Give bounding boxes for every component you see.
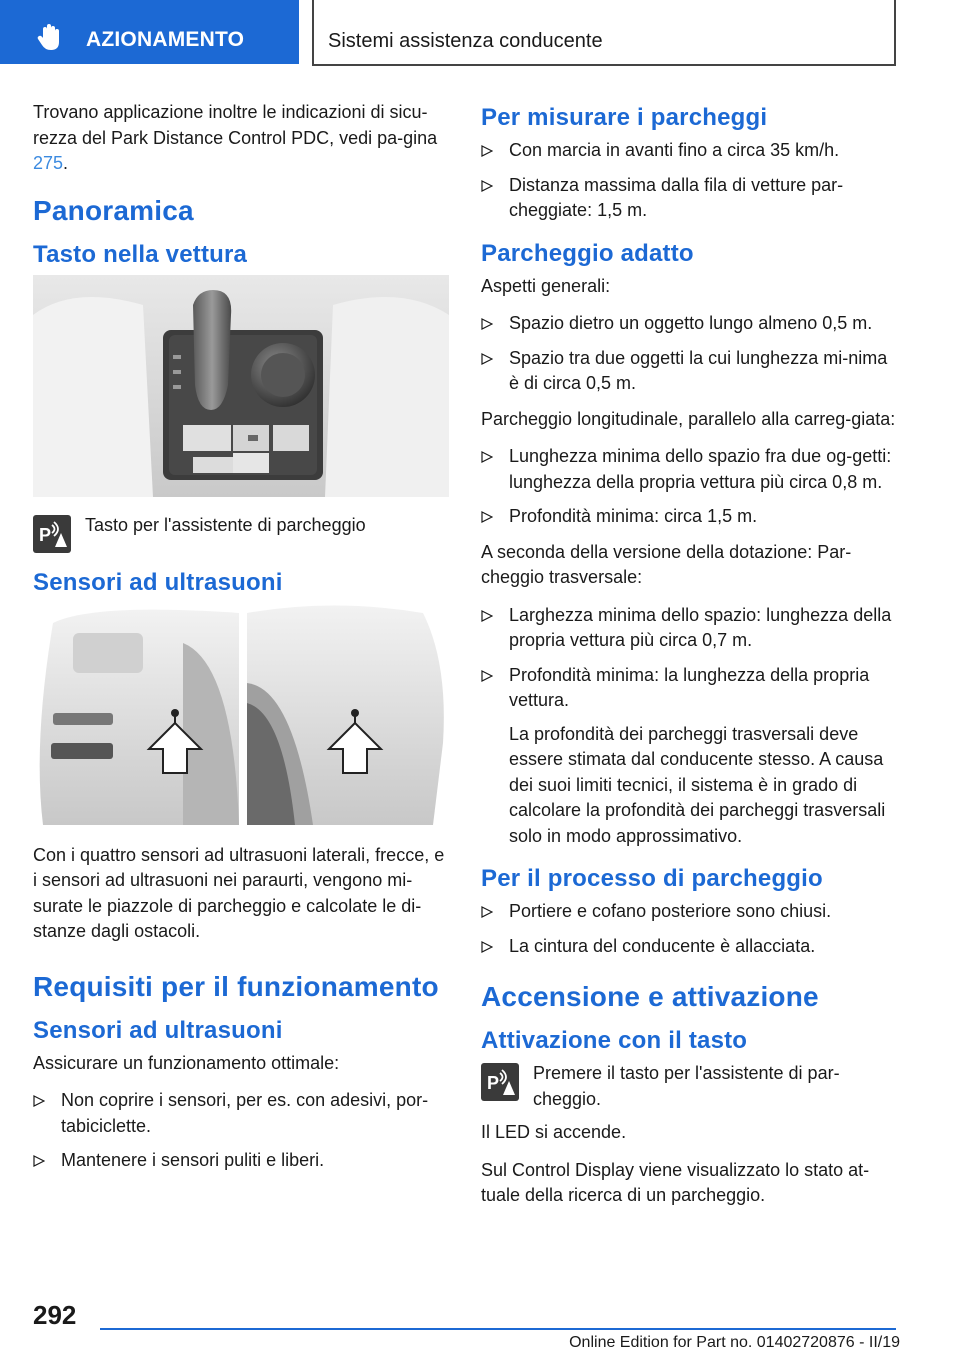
ultrasonic-sensors-image bbox=[33, 603, 449, 825]
list-item: Profondità minima: circa 1,5 m. bbox=[481, 504, 897, 530]
intro-paragraph bbox=[33, 100, 449, 177]
park-assist-icon bbox=[481, 1063, 519, 1101]
list-item: Mantenere i sensori puliti e liberi. bbox=[33, 1148, 449, 1174]
display-paragraph: Sul Control Display viene visualizzato lo stato at-tuale della ricerca di un parcheggio. bbox=[481, 1159, 870, 1205]
triangle-bullet-icon bbox=[481, 941, 493, 953]
page-header bbox=[0, 0, 960, 66]
intro-text: Trovano applicazione inoltre le indicazioni di sicu-rezza del Park Distance Control PDC, vedi pa-gina bbox=[33, 102, 438, 148]
svg-text:P: P bbox=[487, 1073, 500, 1093]
heading-requisiti: Requisiti per il funzionamento bbox=[33, 970, 439, 1002]
longit-list bbox=[481, 444, 897, 530]
chapter-title-box bbox=[312, 0, 896, 66]
trasv-paragraph: A seconda della versione della dotazione: Par-cheggio trasversale: bbox=[481, 541, 852, 587]
page-link[interactable]: 275 bbox=[33, 153, 64, 173]
list-item: Profondità minima: la lunghezza della propria vettura. La profondità dei parcheggi trasversali deve essere stimata dal conducente stesso. A causa dei suoi limiti tecnici, il sistema è in grado di calcolare la profondità dei parcheggi trasversali solo in modo approssimativo. bbox=[481, 663, 897, 850]
list-item: Spazio dietro un oggetto lungo almeno 0,5 m. bbox=[481, 311, 897, 337]
sensori-paragraph: Con i quattro sensori ad ultrasuoni laterali, frecce, e i sensori ad ultrasuoni nei paraurti, vengono mi-surate le piazzole di parcheggio e calcolate le di-stanze dagli ostacoli. bbox=[33, 844, 445, 941]
list-item: Portiere e cofano posteriore sono chiusi. bbox=[481, 899, 897, 925]
triangle-bullet-icon bbox=[481, 451, 493, 463]
activation-row bbox=[481, 1061, 897, 1112]
trasv-list bbox=[481, 603, 897, 850]
heading-adatto: Parcheggio adatto bbox=[481, 239, 694, 267]
triangle-bullet-icon bbox=[481, 353, 493, 365]
heading-panoramica: Panoramica bbox=[33, 194, 194, 226]
svg-text:P: P bbox=[39, 524, 52, 545]
heading-accensione: Accensione e attivazione bbox=[481, 981, 819, 1012]
list-item: Lunghezza minima dello spazio fra due og-getti: lunghezza della propria vettura più circa 0,8 m. bbox=[481, 444, 897, 495]
misurare-list bbox=[481, 138, 897, 224]
chapter-title: Sistemi assistenza conducente bbox=[328, 30, 603, 52]
center-console-image bbox=[33, 275, 449, 497]
edition-text: Online Edition for Part no. 01402720876 - II/19 bbox=[569, 1334, 900, 1351]
heading-sensori-2: Sensori ad ultrasuoni bbox=[33, 1016, 283, 1044]
list-item: Spazio tra due oggetti la cui lunghezza mi-nima è di circa 0,5 m. bbox=[481, 346, 897, 397]
trasv-note: La profondità dei parcheggi trasversali deve essere stimata dal conducente stesso. A causa dei suoi limiti tecnici, il sistema è in grado di calcolare la profondità dei parcheggi trasversali solo in modo approssimativo. bbox=[509, 723, 886, 846]
section-tab bbox=[0, 0, 299, 64]
list-item: Distanza massima dalla fila di vetture par-cheggiate: 1,5 m. bbox=[481, 173, 897, 224]
adatto-list bbox=[481, 311, 897, 397]
list-item: La cintura del conducente è allacciata. bbox=[481, 934, 897, 960]
req-paragraph: Assicurare un funzionamento ottimale: bbox=[33, 1052, 340, 1073]
triangle-bullet-icon bbox=[481, 610, 493, 622]
processo-list bbox=[481, 899, 897, 959]
list-item: Non coprire i sensori, per es. con adesivi, por-tabiciclette. bbox=[33, 1088, 449, 1139]
section-tab-label: AZIONAMENTO bbox=[86, 28, 245, 51]
page-number: 292 bbox=[33, 1300, 77, 1330]
adatto-paragraph: Aspetti generali: bbox=[481, 275, 611, 296]
list-item: Con marcia in avanti fino a circa 35 km/h. bbox=[481, 138, 897, 164]
triangle-bullet-icon bbox=[481, 670, 493, 682]
longit-paragraph: Parcheggio longitudinale, parallelo alla carreg-giata: bbox=[481, 408, 896, 429]
triangle-bullet-icon bbox=[481, 511, 493, 523]
button-caption: Tasto per l'assistente di parcheggio bbox=[85, 514, 366, 535]
footer-rule bbox=[100, 1328, 896, 1330]
triangle-bullet-icon bbox=[33, 1155, 45, 1167]
intro-end: . bbox=[63, 153, 69, 173]
triangle-bullet-icon bbox=[481, 906, 493, 918]
triangle-bullet-icon bbox=[481, 180, 493, 192]
heading-tasto: Tasto nella vettura bbox=[33, 240, 248, 268]
req-list bbox=[33, 1088, 449, 1174]
button-legend bbox=[33, 513, 449, 553]
heading-attivazione: Attivazione con il tasto bbox=[481, 1027, 748, 1054]
left-column bbox=[33, 100, 449, 1184]
triangle-bullet-icon bbox=[481, 145, 493, 157]
led-paragraph: Il LED si accende. bbox=[481, 1122, 627, 1142]
activation-text: Premere il tasto per l'assistente di par-cheggio. bbox=[533, 1063, 840, 1109]
steering-hand-icon bbox=[34, 22, 66, 54]
heading-misurare: Per misurare i parcheggi bbox=[481, 104, 768, 131]
right-column bbox=[481, 100, 897, 1221]
list-item: Larghezza minima dello spazio: lunghezza della propria vettura più circa 0,7 m. bbox=[481, 603, 897, 654]
heading-sensori: Sensori ad ultrasuoni bbox=[33, 568, 283, 596]
heading-processo: Per il processo di parcheggio bbox=[481, 865, 823, 892]
triangle-bullet-icon bbox=[481, 318, 493, 330]
triangle-bullet-icon bbox=[33, 1095, 45, 1107]
park-assist-icon bbox=[33, 515, 71, 553]
